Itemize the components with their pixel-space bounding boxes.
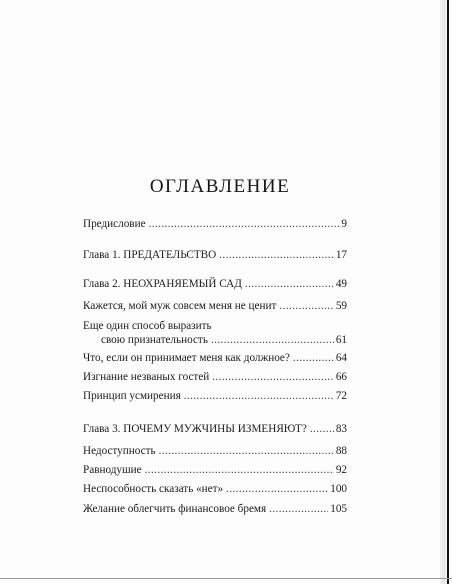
toc-entry-page: 105 — [330, 503, 347, 515]
toc-entry-page: 66 — [335, 371, 347, 383]
leader-dots — [184, 389, 334, 403]
toc-entry-page: 17 — [335, 249, 347, 261]
leader-dots — [310, 422, 334, 436]
toc-entry-page: 64 — [335, 352, 347, 364]
leader-dots — [159, 444, 334, 458]
page-edge-shadow — [440, 0, 452, 584]
leader-dots — [226, 482, 328, 496]
toc-entry-section — [83, 444, 347, 458]
toc-entry-section — [83, 463, 347, 477]
toc-entry-section — [83, 482, 347, 496]
leader-dots — [279, 299, 333, 313]
toc-entry-page: 49 — [335, 278, 347, 290]
toc-entry-chapter-3 — [83, 422, 347, 436]
leader-dots — [269, 502, 328, 516]
toc-entry-label: Глава 2. НЕОХРАНЯЕМЫЙ САД — [83, 278, 242, 290]
toc-entry-label: Равнодушие — [83, 464, 142, 476]
toc-entry-section — [83, 333, 347, 347]
toc-entry-page: 92 — [335, 464, 347, 476]
leader-dots — [149, 217, 340, 231]
toc-entry-page: 61 — [335, 334, 347, 346]
toc-entry-chapter-2 — [83, 277, 347, 291]
leader-dots — [219, 248, 334, 262]
page-edge-line — [447, 0, 449, 584]
toc-entry-section — [83, 370, 347, 384]
leader-dots — [212, 370, 334, 384]
toc-entry-label: Недоступность — [83, 445, 156, 457]
leader-dots — [293, 351, 334, 365]
toc-entry-label: Желание облегчить финансовое бремя — [83, 503, 267, 515]
toc-entry-label: Кажется, мой муж совсем меня не ценит — [83, 300, 277, 312]
toc-entry-page: 72 — [335, 390, 347, 402]
leader-dots — [245, 277, 334, 291]
toc-entry-page: 83 — [335, 423, 347, 435]
toc-entry-label-line1: Еще один способ выразить — [83, 320, 212, 332]
toc-entry-label: Предисловие — [83, 218, 146, 230]
toc-entry-label: свою признательность — [101, 334, 208, 346]
page-bottom-line — [0, 578, 452, 579]
toc-entry-label: Изгнание незваных гостей — [83, 371, 210, 383]
leader-dots — [145, 463, 334, 477]
toc-entry-section — [83, 502, 347, 516]
toc-entry-label: Глава 3. ПОЧЕМУ МУЖЧИНЫ ИЗМЕНЯЮТ? — [83, 423, 307, 435]
toc-entry-chapter-1 — [83, 248, 347, 262]
leader-dots — [211, 333, 334, 347]
toc-entry-label: Неспособность сказать «нет» — [83, 483, 224, 495]
toc-entry-label: Что, если он принимает меня как должное? — [83, 352, 290, 364]
toc-entry-section — [83, 389, 347, 403]
toc-entry-page: 100 — [330, 483, 347, 495]
toc-entry-page: 59 — [335, 300, 347, 312]
toc-entry-preface — [83, 217, 347, 231]
toc-entry-page: 88 — [335, 445, 347, 457]
toc-entry-section — [83, 351, 347, 365]
toc-entry-label: Глава 1. ПРЕДАТЕЛЬСТВО — [83, 249, 217, 261]
toc-entry-label: Принцип усмирения — [83, 390, 181, 402]
toc-entry-section — [83, 299, 347, 313]
toc-entry-page: 9 — [341, 218, 347, 230]
toc-title: ОГЛАВЛЕНИЕ — [149, 176, 291, 197]
